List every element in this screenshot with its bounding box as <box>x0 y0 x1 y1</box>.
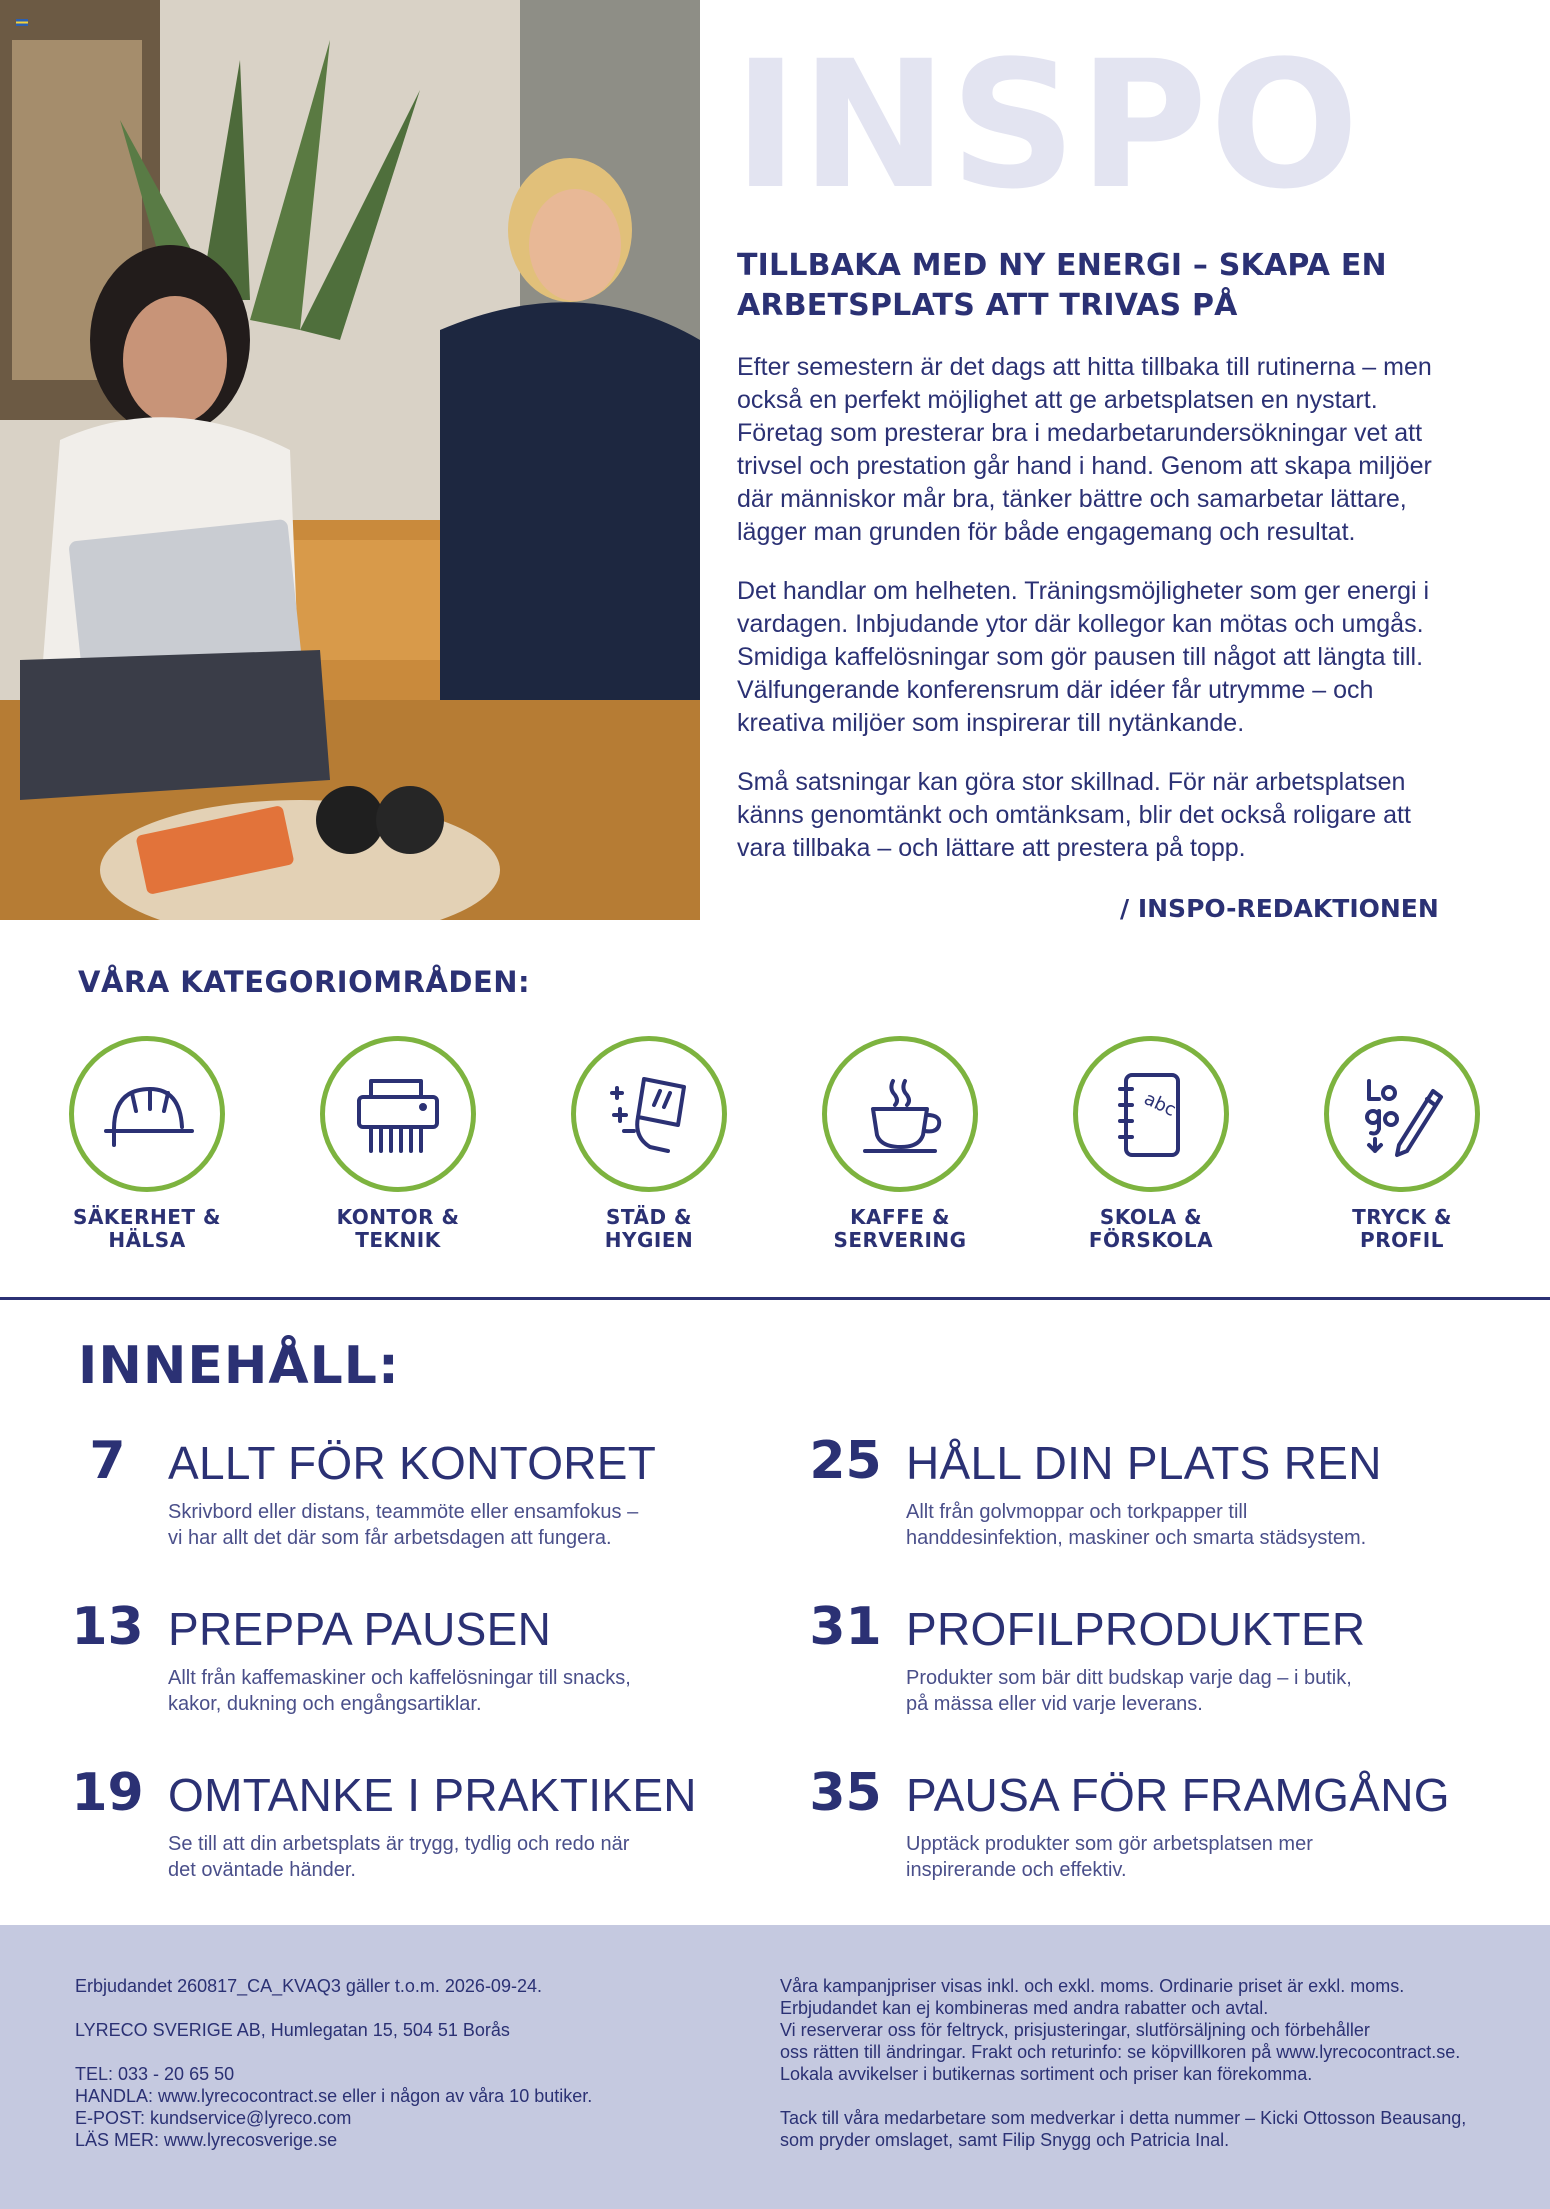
credits-line: som pryder omslaget, samt Filip Snygg och Patricia Inal. <box>780 2130 1230 2150</box>
section-divider <box>0 1297 1550 1300</box>
toc-heading: OMTANKE I PRAKTIKEN <box>168 1769 697 1821</box>
contents-title: INNEHÅLL: <box>78 1336 400 1396</box>
flag-icon <box>16 19 28 26</box>
toc-heading: HÅLL DIN PLATS REN <box>906 1437 1382 1489</box>
shredder-icon <box>343 1059 453 1169</box>
category-tryck-profil[interactable] <box>1287 1036 1517 1252</box>
footer-terms <box>780 1975 1466 2151</box>
toc-page-number: 7 <box>89 1431 126 1491</box>
email-link[interactable]: E-POST: kundservice@lyreco.com <box>75 2108 352 2128</box>
toc-heading: PAUSA FÖR FRAMGÅNG <box>906 1769 1450 1821</box>
toc-page-number: 19 <box>71 1763 144 1823</box>
category-kontor-teknik[interactable] <box>283 1036 513 1252</box>
footer-contact <box>75 1975 592 2151</box>
toc-heading: PROFILPRODUKTER <box>906 1603 1366 1655</box>
hard-hat-icon <box>92 1059 202 1169</box>
article-paragraph: Små satsningar kan göra stor skillnad. För när arbetsplatsen känns genomtänkt och omtänksam, blir det också roligare att vara tillbaka – och lättare att prestera på topp. <box>737 768 1411 862</box>
read-more-link[interactable]: LÄS MER: www.lyrecosverige.se <box>75 2130 338 2150</box>
category-skola-forskola[interactable] <box>1036 1036 1266 1252</box>
phone-text: TEL: 033 - 20 65 50 <box>75 2064 235 2084</box>
toc-description: Allt från golvmoppar och torkpapper till handdesinfektion, maskiner och smarta städsystem. <box>906 1501 1367 1549</box>
notebook-icon <box>1096 1059 1206 1169</box>
category-label: SÄKERHET & HÄLSA <box>73 1205 221 1252</box>
terms-line: oss rätten till ändringar. Frakt och returinfo: se köpvillkoren på www.lyrecocontract.se. <box>780 2042 1461 2062</box>
toc-page-number: 13 <box>71 1597 144 1657</box>
terms-line: Erbjudandet kan ej kombineras med andra rabatter och avtal. <box>780 1998 1269 2018</box>
terms-line: Våra kampanjpriser visas inkl. och exkl. moms. Ordinarie priset är exkl. moms. <box>780 1976 1405 1996</box>
article-paragraph: Det handlar om helheten. Träningsmöjligheter som ger energi i vardagen. Inbjudande ytor där kollegor kan mötas och umgås. Smidiga kaffelösningar som gör pausen till något att längta till. Välfungerande konferensrum där idéer får utrymme – och kreativa miljöer som inspirerar till nytänkande. <box>737 577 1430 737</box>
article-paragraph: Efter semestern är det dags att hitta tillbaka till rutinerna – men också en perfekt möjlighet att ge arbetsplatsen en nystart. Företag som presterar bra i medarbetarundersökningar vet att trivsel och prestation går hand i hand. Genom att skapa miljöer där människor mår bra, tänker bättre och samarbetar lättare, lägger man grunden för både engagemang och resultat. <box>737 353 1432 546</box>
category-label: KAFFE & SERVERING <box>833 1205 967 1252</box>
footer <box>0 1925 1550 2209</box>
category-label: TRYCK & PROFIL <box>1352 1205 1452 1252</box>
toc-page-number: 31 <box>809 1597 882 1657</box>
toc-heading: PREPPA PAUSEN <box>168 1603 552 1655</box>
article-headline: TILLBAKA MED NY ENERGI – SKAPA EN ARBETSPLATS ATT TRIVAS PÅ <box>737 248 1387 323</box>
categories-title: VÅRA KATEGORIOMRÅDEN: <box>78 965 531 999</box>
toc-description: Produkter som bär ditt budskap varje dag – i butik, på mässa eller vid varje leverans. <box>906 1667 1352 1715</box>
offer-text: Erbjudandet 260817_CA_KVAQ3 gäller t.o.m. 2026-09-24. <box>75 1976 542 1996</box>
category-label: STÄD & HYGIEN <box>604 1205 694 1252</box>
toc-page-number: 35 <box>809 1763 882 1823</box>
toc-page-number: 25 <box>809 1431 882 1491</box>
toc-description: Se till att din arbetsplats är trygg, tydlig och redo när det oväntade händer. <box>168 1833 630 1881</box>
credits-line: Tack till våra medarbetare som medverkar i detta nummer – Kicki Ottosson Beausang, <box>780 2108 1467 2128</box>
svg-text:abc: abc <box>1140 1088 1180 1121</box>
masthead: INSPO <box>733 23 1362 228</box>
toc-description: Skrivbord eller distans, teammöte eller ensamfokus – vi har allt det där som får arbetsdagen att fungera. <box>168 1501 639 1549</box>
hero-photo <box>0 0 700 920</box>
terms-line: Vi reserverar oss för feltryck, prisjusteringar, slutförsäljning och förbehåller <box>780 2020 1370 2040</box>
shop-link[interactable]: HANDLA: www.lyrecocontract.se eller i någon av våra 10 butiker. <box>75 2086 593 2106</box>
toc-description: Allt från kaffemaskiner och kaffelösningar till snacks, kakor, dukning och engångsartiklar. <box>168 1667 631 1715</box>
terms-line: Lokala avvikelser i butikernas sortiment och priser kan förekomma. <box>780 2064 1313 2084</box>
toc-heading: ALLT FÖR KONTORET <box>168 1437 657 1489</box>
article-signoff: / INSPO-REDAKTIONEN <box>1120 894 1439 923</box>
category-label: KONTOR & TEKNIK <box>336 1205 460 1252</box>
category-kaffe-servering[interactable] <box>785 1036 1015 1252</box>
logo-pen-icon <box>1347 1059 1457 1169</box>
company-address: LYRECO SVERIGE AB, Humlegatan 15, 504 51 Borås <box>75 2020 510 2040</box>
cleaning-spray-icon <box>594 1059 704 1169</box>
toc-description: Upptäck produkter som gör arbetsplatsen mer inspirerande och effektiv. <box>906 1833 1313 1881</box>
category-stad-hygien[interactable] <box>534 1036 764 1252</box>
category-sakerhet-halsa[interactable] <box>32 1036 262 1252</box>
coffee-cup-icon <box>845 1059 955 1169</box>
category-label: SKOLA & FÖRSKOLA <box>1088 1205 1214 1252</box>
